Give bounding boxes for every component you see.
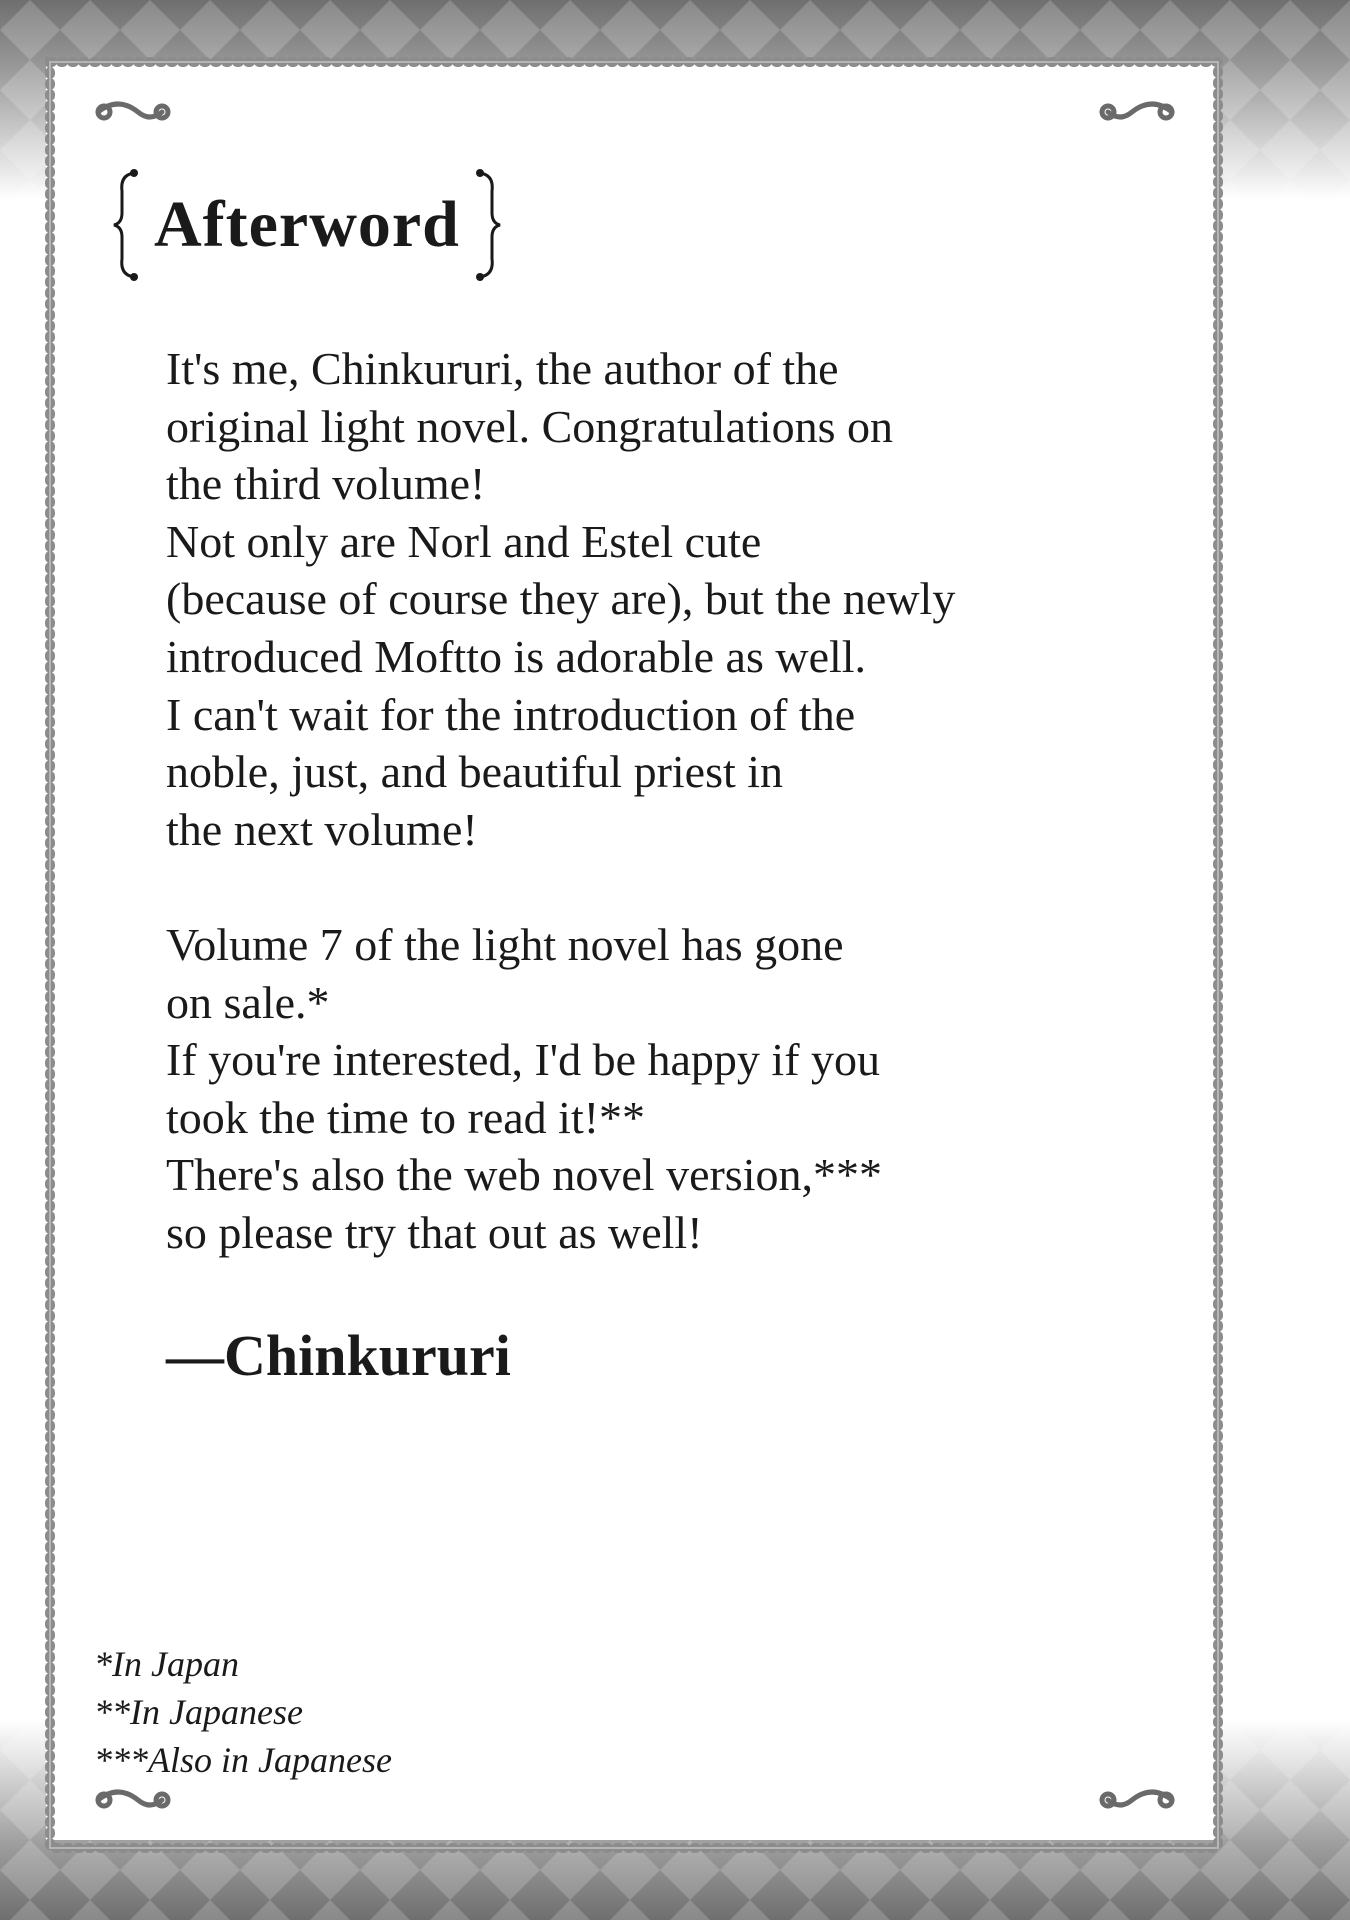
footnotes [94,1640,392,1784]
flourish-bottom-left-icon [98,1792,168,1806]
text-line: the third volume! [166,458,486,510]
flourish-top-right-icon [1102,104,1172,118]
page-title: Afterword [154,188,460,261]
text-line: If you're interested, I'd be happy if you [166,1034,881,1086]
text-line: Volume 7 of the light novel has gone [166,918,844,970]
text-line: There's also the web novel version,*** [166,1149,882,1201]
paragraph [166,340,1166,858]
flourish-top-left-icon [98,104,168,118]
paragraph [166,916,1166,1262]
text-line: It's me, Chinkururi, the author of the [166,343,839,394]
text-line: noble, just, and beautiful priest in [166,746,784,798]
text-line: introduced Moftto is adorable as well. [166,630,867,682]
left-bracket-icon [112,165,142,285]
text-line: took the time to read it!** [166,1091,646,1143]
text-line: Not only are Norl and Estel cute [166,515,762,567]
text-line: (because of course they are), but the newly [166,573,956,625]
footnote: ***Also in Japanese [94,1740,392,1780]
afterword-heading [112,160,502,290]
text-line: the next volume! [166,803,478,855]
text-line: original light novel. Congratulations on [166,400,893,452]
text-line: so please try that out as well! [166,1206,703,1258]
footnote: *In Japan [94,1644,239,1684]
flourish-bottom-right-icon [1102,1792,1172,1806]
footnote: **In Japanese [94,1692,303,1732]
text-line: on sale.* [166,976,330,1028]
text-line: I can't wait for the introduction of the [166,688,856,740]
author-signature: —Chinkururi [166,1323,511,1388]
afterword-body [166,340,1166,1319]
right-bracket-icon [472,165,502,285]
